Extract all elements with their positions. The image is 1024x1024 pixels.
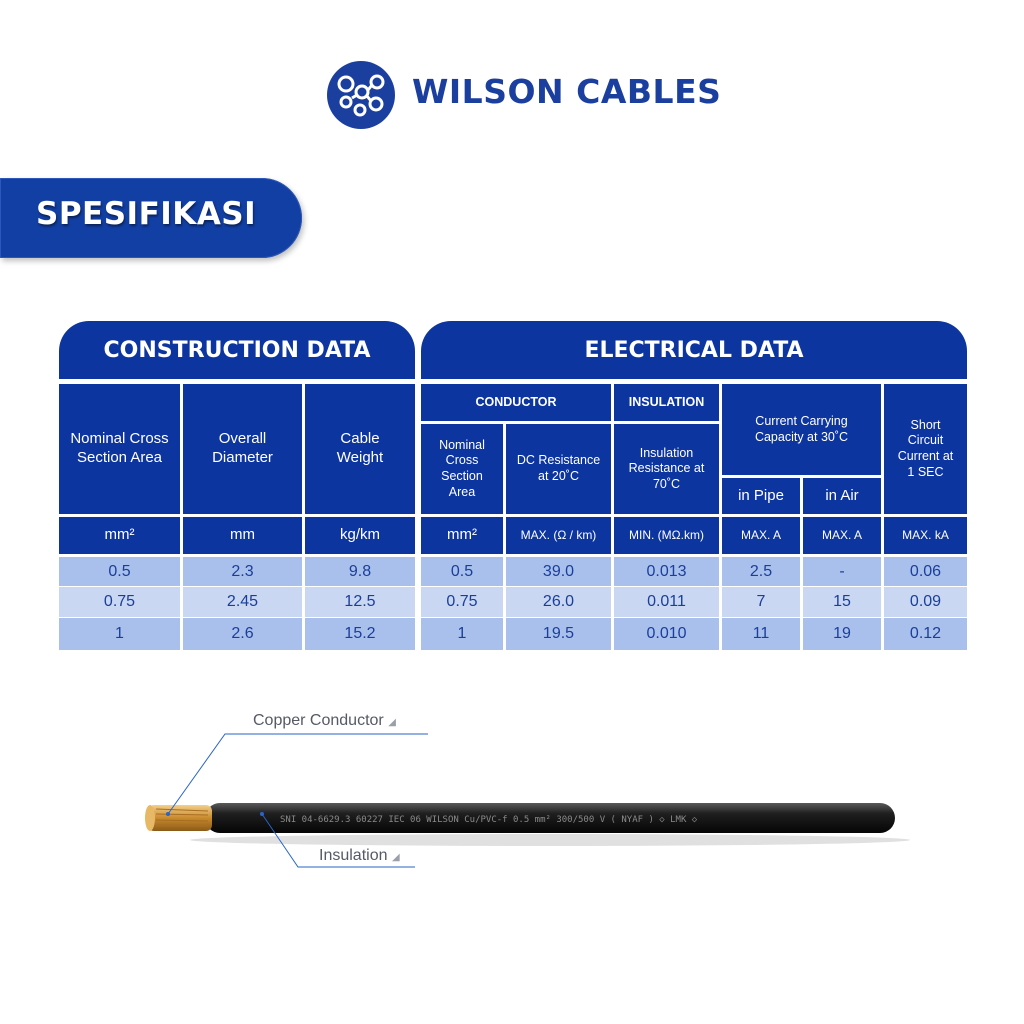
group-insulation: INSULATION	[614, 384, 719, 421]
table-cell: 15.2	[305, 618, 415, 650]
section-banner-label: SPESIFIKASI	[36, 196, 257, 232]
table-cell: 11	[722, 618, 800, 650]
table-cell: 1	[59, 618, 180, 650]
table-cell: 0.011	[614, 587, 719, 617]
table-cell: 9.8	[305, 557, 415, 586]
unit-weight: kg/km	[305, 517, 415, 554]
header-overall-diameter: Overall Diameter	[183, 384, 302, 514]
header-in-air: in Air	[803, 478, 881, 514]
unit-short-circuit: MAX. kA	[884, 517, 967, 554]
group-conductor: CONDUCTOR	[421, 384, 611, 421]
table-cell: 0.06	[884, 557, 967, 586]
header-in-pipe: in Pipe	[722, 478, 800, 514]
table-cell: -	[803, 557, 881, 586]
table-cell: 26.0	[506, 587, 611, 617]
electrical-title: ELECTRICAL DATA	[421, 321, 967, 379]
table-cell: 0.12	[884, 618, 967, 650]
table-cell: 39.0	[506, 557, 611, 586]
table-cell: 2.6	[183, 618, 302, 650]
unit-in-pipe: MAX. A	[722, 517, 800, 554]
insulation-label-text: Insulation	[319, 847, 388, 864]
insulation-label	[319, 847, 400, 865]
table-cell: 0.09	[884, 587, 967, 617]
header-nominal-cross-section: Nominal Cross Section Area	[59, 384, 180, 514]
table-cell: 1	[421, 618, 503, 650]
table-cell: 0.5	[421, 557, 503, 586]
table-cell: 15	[803, 587, 881, 617]
header-dc-resistance: DC Resistance at 20˚C	[506, 424, 611, 514]
unit-dc-resistance: MAX. (Ω / km)	[506, 517, 611, 554]
table-cell: 2.45	[183, 587, 302, 617]
wilson-cables-logo-icon	[326, 60, 396, 130]
copper-conductor-label-text: Copper Conductor	[253, 712, 384, 729]
table-cell: 12.5	[305, 587, 415, 617]
triangle-marker-icon: ◢	[391, 852, 400, 863]
table-cell: 0.75	[421, 587, 503, 617]
table-cell: 0.75	[59, 587, 180, 617]
triangle-marker-icon: ◢	[388, 717, 396, 728]
unit-diameter: mm	[183, 517, 302, 554]
table-cell: 0.010	[614, 618, 719, 650]
brand-name: WILSON CABLES	[412, 72, 722, 111]
table-cell: 0.5	[59, 557, 180, 586]
header-cable-weight: Cable Weight	[305, 384, 415, 514]
table-cell: 19.5	[506, 618, 611, 650]
unit-insulation-resistance: MIN. (MΩ.km)	[614, 517, 719, 554]
group-current-carrying: Current Carrying Capacity at 30˚C	[722, 384, 881, 475]
header-insulation-resistance: Insulation Resistance at 70˚C	[614, 424, 719, 514]
copper-conductor-label	[253, 712, 396, 730]
table-cell: 7	[722, 587, 800, 617]
unit-in-air: MAX. A	[803, 517, 881, 554]
conductor-callout-line	[168, 734, 428, 814]
cable-illustration	[120, 710, 920, 890]
group-short-circuit: Short Circuit Current at 1 SEC	[884, 384, 967, 514]
unit-area: mm²	[59, 517, 180, 554]
unit-area-e: mm²	[421, 517, 503, 554]
table-cell: 2.3	[183, 557, 302, 586]
table-cell: 2.5	[722, 557, 800, 586]
header-nominal-area-e: Nominal Cross Section Area	[421, 424, 503, 514]
construction-title: CONSTRUCTION DATA	[59, 321, 415, 379]
table-cell: 0.013	[614, 557, 719, 586]
cable-print: SNI 04-6629.3 60227 IEC 06 WILSON Cu/PVC-f 0.5 mm² 300/500 V ( NYAF ) ◇ LMK ◇	[280, 815, 698, 825]
table-cell: 19	[803, 618, 881, 650]
